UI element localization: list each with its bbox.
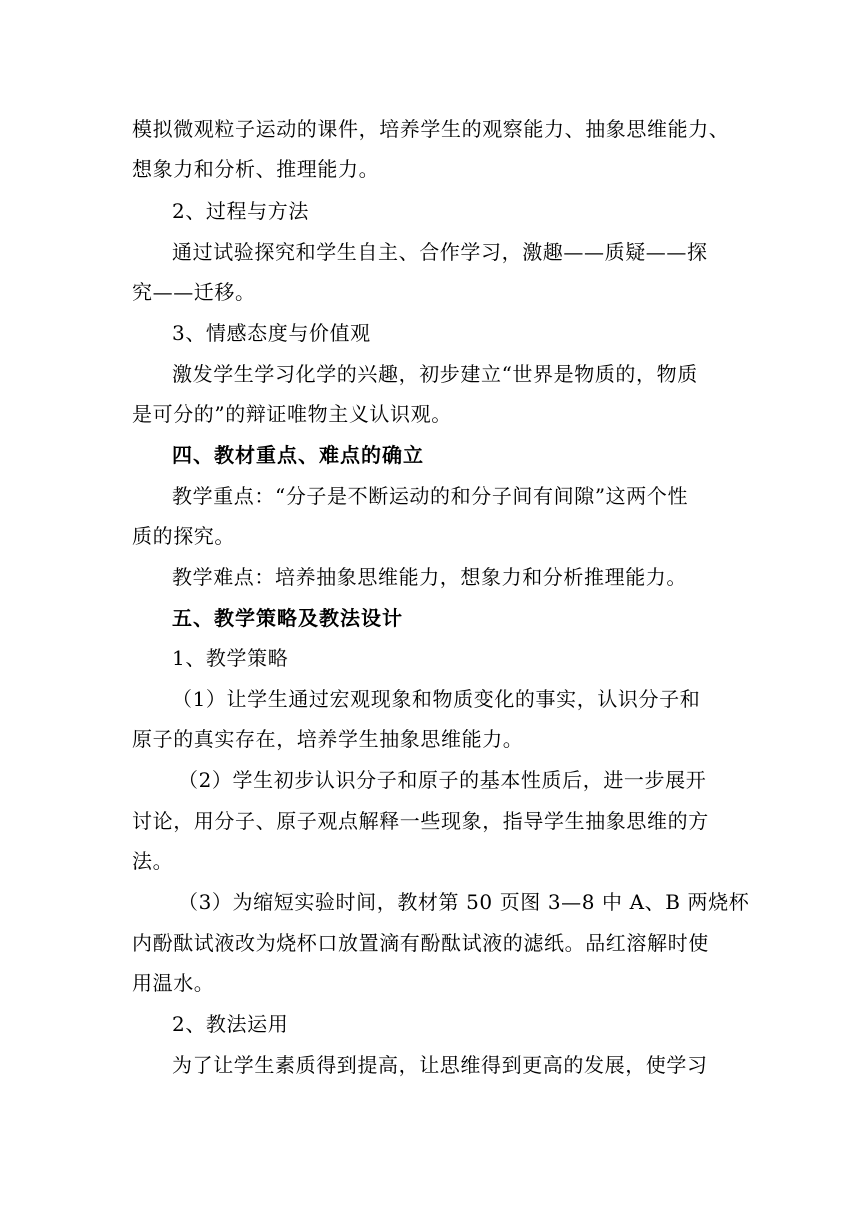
paragraph-line: 讨论，用分子、原子观点解释一些现象，指导学生抽象思维的方 [132,809,709,833]
paragraph-line: 究——迁移。 [132,280,256,304]
paragraph-line: 是可分的”的辩证唯物主义认识观。 [132,402,452,426]
paragraph-line: （1）让学生通过宏观现象和物质变化的事实，认识分子和 [172,687,701,711]
subheading: 3、情感态度与价值观 [172,321,371,345]
paragraph-line: （3）为缩短实验时间，教材第 50 页图 3—8 中 A、B 两烧杯 [178,890,750,914]
paragraph-line: 质的探究。 [132,524,235,548]
subheading: 1、教学策略 [172,646,289,670]
paragraph-line: 用温水。 [132,971,215,995]
paragraph-line: 教学难点：培养抽象思维能力，想象力和分析推理能力。 [172,565,687,589]
paragraph-line: 教学重点：“分子是不断运动的和分子间有间隙”这两个性 [172,484,689,508]
section-heading: 四、教材重点、难点的确立 [172,443,424,467]
paragraph-line: 法。 [132,849,174,873]
paragraph-line: 原子的真实存在，培养学生抽象思维能力。 [132,727,524,751]
subheading: 2、教法运用 [172,1012,289,1036]
paragraph-line: 内酚酞试液改为烧杯口放置滴有酚酞试液的滤纸。品红溶解时使 [132,931,709,955]
paragraph-line: 想象力和分析、推理能力。 [132,157,380,181]
paragraph-line: 模拟微观粒子运动的课件，培养学生的观察能力、抽象思维能力、 [132,117,730,141]
subheading: 2、过程与方法 [172,199,309,223]
paragraph-line: 激发学生学习化学的兴趣，初步建立“世界是物质的，物质 [172,362,698,386]
paragraph-line: 通过试验探究和学生自主、合作学习，激趣——质疑——探 [172,240,708,264]
section-heading: 五、教学策略及教法设计 [172,606,403,630]
paragraph-line: 为了让学生素质得到提高，让思维得到更高的发展，使学习 [172,1053,708,1077]
paragraph-line: （2）学生初步认识分子和原子的基本性质后，进一步展开 [178,768,707,792]
